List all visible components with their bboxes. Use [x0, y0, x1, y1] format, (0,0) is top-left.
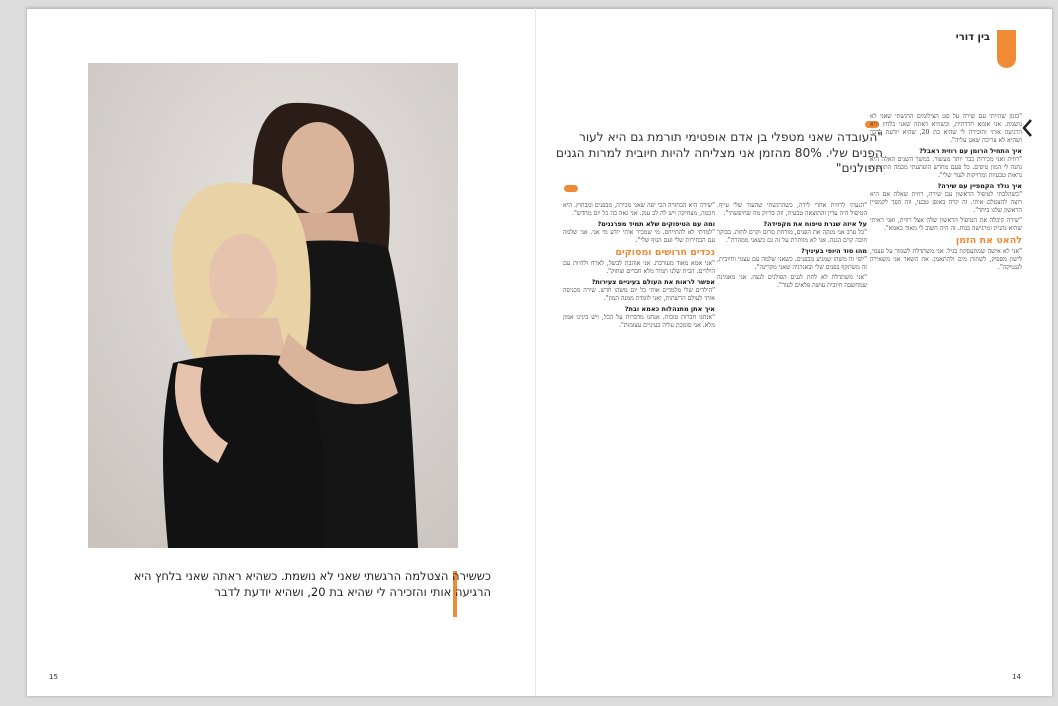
- section-heading: להאט את הזמן: [955, 235, 1022, 246]
- paragraph: "אני משתדלת לא לתת לגנים הפולנים לנצח. אני מאמינה שמחשבה חיובית עושה פלאים לעור".: [717, 274, 867, 289]
- chevron-left-icon: [1021, 118, 1033, 138]
- paragraph: "אני לא אישה שמתעסקת בגיל. אני משתדלת לשמור על עצמי, לישון מספיק, לשתות מים ולהתאמן. את השאר אני משאירה לגנטיקה".: [870, 248, 1022, 271]
- section-heading: נכדים חרושים ומסוקים: [615, 247, 715, 258]
- page-number-right: 14: [1012, 673, 1021, 681]
- paragraph: "כשהלכתי לטיפול הראשון עם שירה, רוזית שאלה אם היא רוצה להצטלם איתי. זה קרה באופן טבעי, וזה הפך לקמפיין הראשון שלנו ביחד".: [870, 191, 1022, 214]
- pull-quote-accent-bottom: [564, 185, 578, 192]
- subheading: איך נולד הקמפיין עם שירה?: [937, 182, 1022, 190]
- page-gutter: [535, 8, 536, 696]
- paragraph: "אני אמא מאוד מעורבת. אני אוהבת לבשל, לארח ולהיות עם הילדים. הבית שלנו תמיד מלא חברים וצחוק".: [563, 260, 715, 275]
- subheading: איך אתן מתנהלות כאמא ובת?: [624, 305, 715, 313]
- magazine-spread: [27, 8, 1052, 696]
- article-column-left: [563, 202, 715, 664]
- paragraph: "בזמן שהייתי עם שירה על סט הצילומים הרגשתי שאני לא נושמת. אני אומא חרדתית, וכשהיא ראתה שאני בלחץ היא הרגיעה אותי והזכירה לי שהיא בת 20, שהיא יודעת לדבר ושהיא לא צריכה שאגן עליה".: [870, 113, 1022, 144]
- paragraph: "יופי זה משהו שמגיע מבפנים. כשאני שלמה עם עצמי וחיובית, זה משתקף בפנים שלי ובאנרגיה שאני מקרינה".: [717, 256, 867, 271]
- section-title: בין דורי: [955, 32, 990, 43]
- section-tab-marker: [997, 30, 1016, 68]
- subheading: אפשר לראות את העולם בעיניים צעירות?: [591, 278, 715, 286]
- subheading: על איזה שגרת טיפוח את מקפידה?: [763, 220, 867, 228]
- article-column-far-right: [870, 113, 1022, 670]
- portrait-photo: [88, 63, 458, 548]
- pull-quote: "העובדה שאני מטפלי בן אדם אופטימי תורמת גם היא לעור הפנים שלי. 80% מהזמן אני מצליחה להיות חיובית למרות הגנים הפולנים": [555, 130, 883, 175]
- article-column-middle: [717, 202, 867, 664]
- subheading: מהו סוד היופי בעיניך?: [800, 247, 867, 255]
- paragraph: "שירה היא הבחורה הכי יפה שאני מכירה, מבפנים ומבחוץ. היא חכמה, מצחיקה ויש לה לב ענק. אני גאה בה כל יום מחדש".: [563, 202, 715, 217]
- paragraph: "הילדים שלי מלמדים אותי כל יום משהו חדש. שירה מכניסה אותי לעולם הרשתות, ואני לומדת ממנה המון".: [563, 287, 715, 302]
- paragraph: "כל ערב אני מנקה את הפנים, מורחת סרום וקרם לחות. בבוקר חובה קרם הגנה. אני לא מוותרת על זה גם כשאני ממהרת".: [717, 229, 867, 244]
- paragraph: "רוזית ואני מכירות כבר יותר מעשור. במשך השנים האלה היא נתנה לי המון טיפים. כל פעם מחדש הופתעתי מכמה התוצאות נראות טבעיות ומדויקות לעור שלי".: [870, 156, 1022, 179]
- top-rule: [27, 8, 1052, 9]
- subheading: ומה עם הטיפוקים שלא תמיד מפרגנים?: [597, 220, 715, 228]
- page-number-left: 15: [49, 673, 58, 681]
- portrait-illustration: [88, 63, 458, 548]
- paragraph: "שירה קיבלה את הטיפול הראשון שלה אצל רוזית, ואני ראיתי שהיא נהנית ומרגישה בנוח. זה היה חשוב לי מאוד כאמא".: [870, 217, 1022, 232]
- paragraph: "הגעתי לרוזית אחרי לידה, כשהרגשתי שהעור שלי עייף. הטיפול היה עדין והתוצאה טבעית, וזה בדיוק מה שחיפשתי".: [717, 202, 867, 217]
- photo-caption: כששירה הצטלמה הרגשתי שאני לא נושמת. כשהיא ראתה שאני בלחץ היא הרגיעה אותי והזכירה לי שהיא בת 20, ושהיא יודעת לדבר: [133, 569, 491, 599]
- subheading: איך התחיל הרומן עם רוזית ראבל?: [919, 147, 1022, 155]
- paragraph: "אנחנו חברות טובות. אנחנו מדברות על הכל, ויש בינינו אמון מלא. אני סומכת עליה בעיניים עצומות".: [563, 314, 715, 329]
- paragraph: "למדתי לא להתייחס. מי שמכיר אותי יודע מי אני. אני שלמה עם הבחירות שלי ועם הגוף שלי".: [563, 229, 715, 244]
